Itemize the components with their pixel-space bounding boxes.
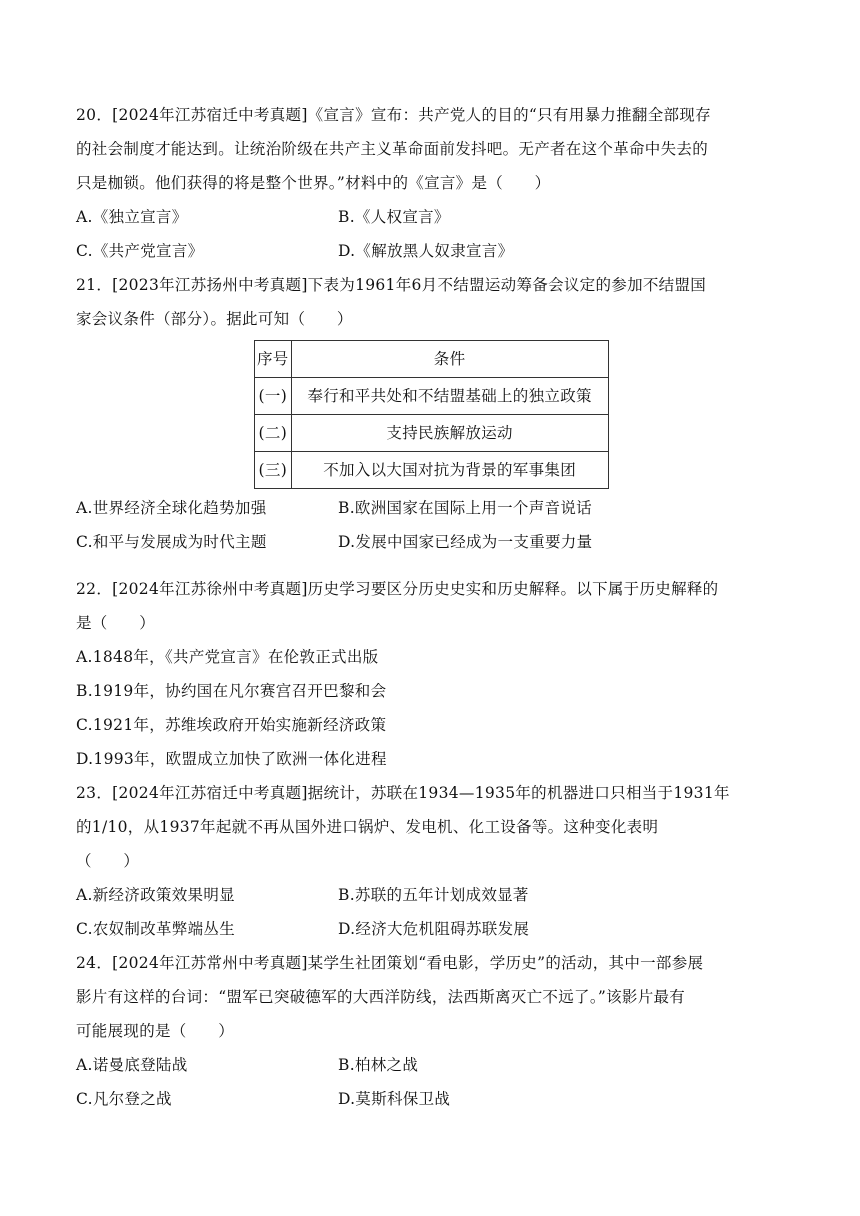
table-cell: (二) bbox=[255, 415, 292, 452]
options-row bbox=[76, 1082, 788, 1116]
table-row bbox=[255, 415, 609, 452]
option-a[interactable]: A.世界经济全球化趋势加强 bbox=[76, 499, 267, 517]
option-d[interactable]: D.《解放黑人奴隶宣言》 bbox=[338, 242, 514, 260]
table-cell: 不加入以大国对抗为背景的军事集团 bbox=[291, 452, 608, 489]
question-stem-line: 的社会制度才能达到。让统治阶级在共产主义革命面前发抖吧。无产者在这个革命中失去的 bbox=[76, 140, 709, 158]
question-24 bbox=[76, 946, 788, 1116]
option-c[interactable]: C.《共产党宣言》 bbox=[76, 242, 204, 260]
table-row bbox=[255, 452, 609, 489]
question-23 bbox=[76, 776, 788, 946]
question-stem-line: 影片有这样的台词：“盟军已突破德军的大西洋防线，法西斯离灭亡不远了。”该影片最有 bbox=[76, 988, 686, 1006]
question-22 bbox=[76, 572, 788, 776]
question-stem-line: 23．[2024年江苏宿迁中考真题]据统计，苏联在1934—1935年的机器进口只相当于1931年 bbox=[76, 784, 730, 802]
options-row bbox=[76, 525, 788, 559]
table-cell: (三) bbox=[255, 452, 292, 489]
options-row bbox=[76, 234, 788, 268]
option-b[interactable]: B.《人权宣言》 bbox=[338, 208, 450, 226]
options-row bbox=[76, 912, 788, 946]
option-a[interactable]: A.诺曼底登陆战 bbox=[76, 1056, 188, 1074]
option-a[interactable]: A.新经济政策效果明显 bbox=[76, 886, 235, 904]
table-row bbox=[255, 378, 609, 415]
option-d[interactable]: D.1993年，欧盟成立加快了欧洲一体化进程 bbox=[76, 750, 387, 768]
question-21 bbox=[76, 268, 788, 559]
question-stem-line: 家会议条件（部分）。据此可知（ ） bbox=[76, 310, 353, 328]
table-header-cell: 条件 bbox=[291, 341, 608, 378]
option-b[interactable]: B.1919年，协约国在凡尔赛宫召开巴黎和会 bbox=[76, 682, 387, 700]
question-stem-line: 可能展现的是（ ） bbox=[76, 1022, 235, 1040]
question-stem-line: 20．[2024年江苏宿迁中考真题]《宣言》宣布：共产党人的目的“只有用暴力推翻全部现存 bbox=[76, 106, 711, 124]
option-b[interactable]: B.欧洲国家在国际上用一个声音说话 bbox=[338, 499, 592, 517]
option-c[interactable]: C.凡尔登之战 bbox=[76, 1090, 172, 1108]
options-row bbox=[76, 491, 788, 525]
options-row bbox=[76, 1048, 788, 1082]
table-header-row bbox=[255, 341, 609, 378]
options-row bbox=[76, 200, 788, 234]
table-cell: (一) bbox=[255, 378, 292, 415]
option-a[interactable]: A.《独立宣言》 bbox=[76, 208, 188, 226]
table-cell: 支持民族解放运动 bbox=[291, 415, 608, 452]
option-c[interactable]: C.农奴制改革弊端丛生 bbox=[76, 920, 236, 938]
question-stem-line: 只是枷锁。他们获得的将是整个世界。”材料中的《宣言》是（ ） bbox=[76, 174, 551, 192]
option-c[interactable]: C.和平与发展成为时代主题 bbox=[76, 533, 267, 551]
table-cell: 奉行和平共处和不结盟基础上的独立政策 bbox=[291, 378, 608, 415]
question-20 bbox=[76, 98, 788, 268]
question-stem-line: 是（ ） bbox=[76, 614, 156, 632]
options-row bbox=[76, 878, 788, 912]
question-stem-line: 24．[2024年江苏常州中考真题]某学生社团策划“看电影，学历史”的活动，其中一部参展 bbox=[76, 954, 704, 972]
option-a[interactable]: A.1848年，《共产党宣言》在伦敦正式出版 bbox=[76, 648, 379, 666]
option-d[interactable]: D.莫斯科保卫战 bbox=[338, 1090, 451, 1108]
conditions-table bbox=[254, 340, 609, 489]
option-c[interactable]: C.1921年，苏维埃政府开始实施新经济政策 bbox=[76, 716, 387, 734]
option-d[interactable]: D.发展中国家已经成为一支重要力量 bbox=[338, 533, 593, 551]
question-stem-line: 的1/10，从1937年起就不再从国外进口锅炉、发电机、化工设备等。这种变化表明 bbox=[76, 818, 659, 836]
question-stem-line: （ ） bbox=[76, 852, 140, 870]
option-b[interactable]: B.柏林之战 bbox=[338, 1056, 419, 1074]
question-stem-line: 21．[2023年江苏扬州中考真题]下表为1961年6月不结盟运动筹备会议定的参加不结盟国 bbox=[76, 276, 707, 294]
question-stem-line: 22．[2024年江苏徐州中考真题]历史学习要区分历史史实和历史解释。以下属于历史解释的 bbox=[76, 580, 719, 598]
option-b[interactable]: B.苏联的五年计划成效显著 bbox=[338, 886, 529, 904]
option-d[interactable]: D.经济大危机阻碍苏联发展 bbox=[338, 920, 530, 938]
table-header-cell: 序号 bbox=[255, 341, 292, 378]
